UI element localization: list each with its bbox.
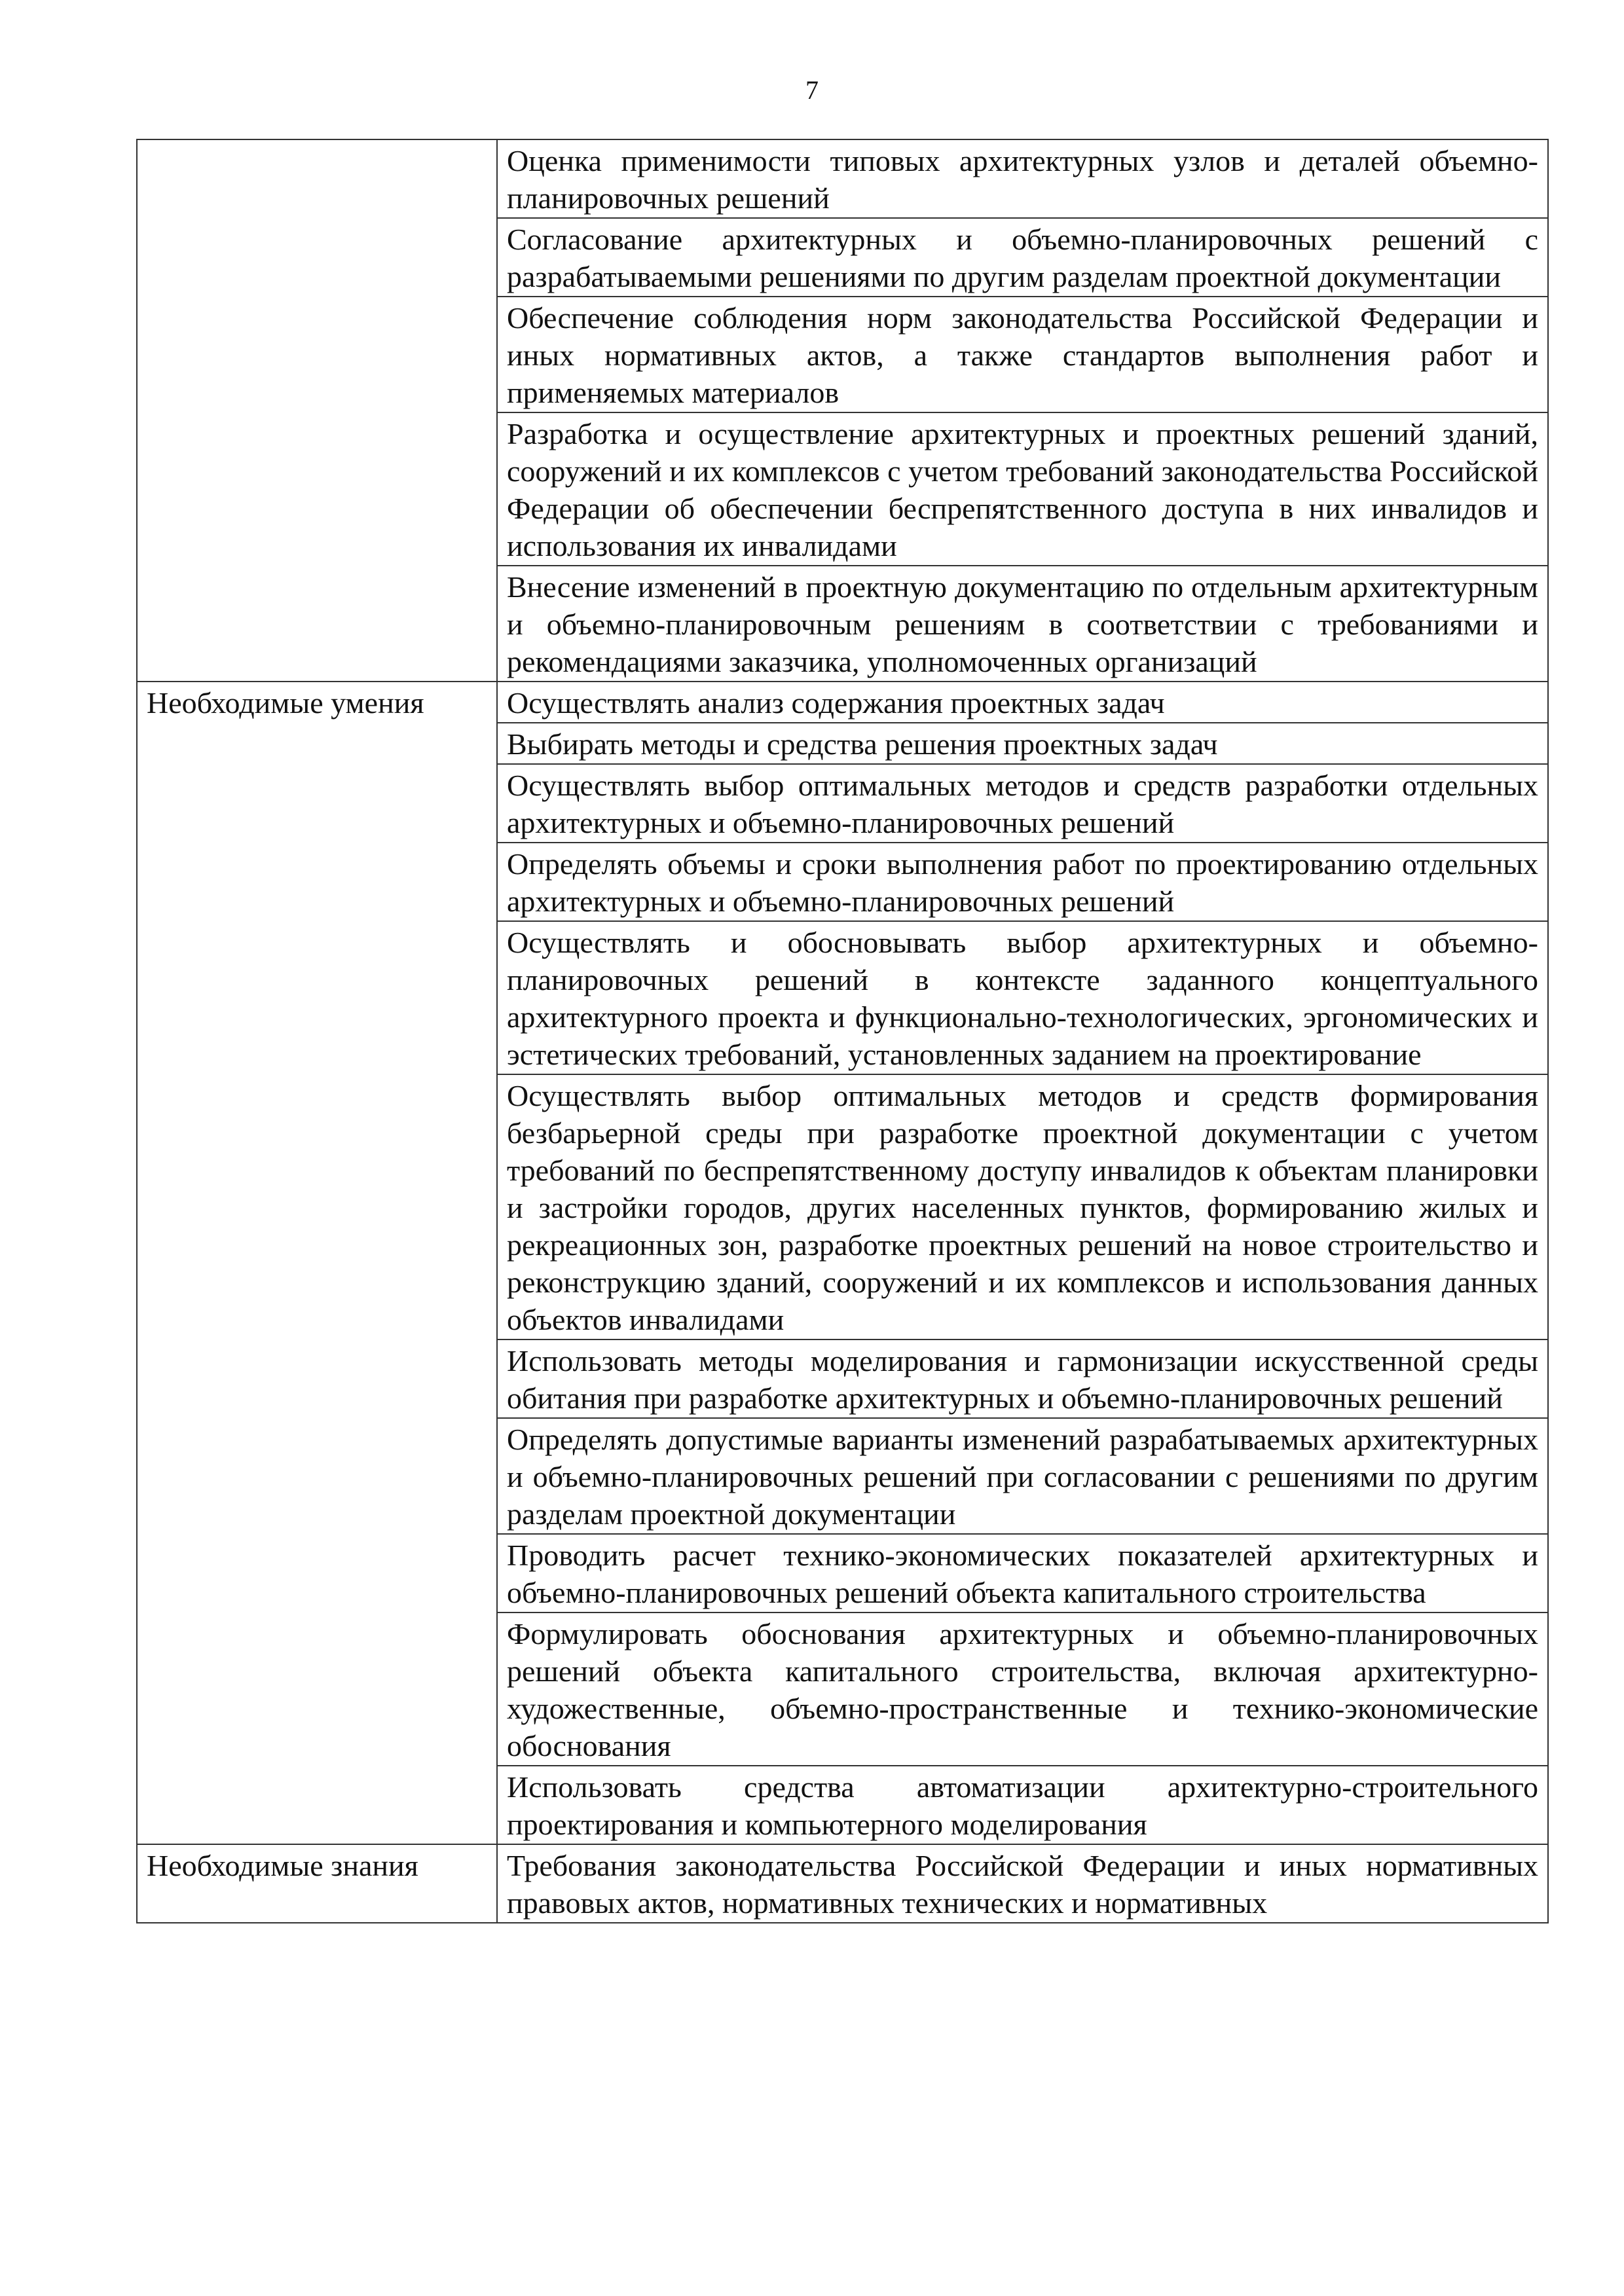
table-row	[137, 682, 1548, 723]
content-cell: Использовать методы моделирования и гармонизации искусственной среды обитания при разработке архитектурных и объемно-планировочных решений	[497, 1339, 1548, 1418]
content-cell: Согласование архитектурных и объемно-планировочных решений с разрабатываемыми решениями по другим разделам проектной документации	[497, 218, 1548, 297]
label-cell-continued	[137, 139, 497, 682]
content-cell: Выбирать методы и средства решения проектных задач	[497, 723, 1548, 764]
content-cell: Обеспечение соблюдения норм законодательства Российской Федерации и иных нормативных актов, а также стандартов выполнения работ и применяемых материалов	[497, 297, 1548, 412]
content-cell: Требования законодательства Российской Федерации и иных нормативных правовых актов, нормативных технических и нормативных	[497, 1844, 1548, 1923]
content-cell: Определять объемы и сроки выполнения работ по проектированию отдельных архитектурных и объемно-планировочных решений	[497, 843, 1548, 921]
qualification-table	[136, 139, 1549, 1923]
content-cell: Использовать средства автоматизации архитектурно-строительного проектирования и компьютерного моделирования	[497, 1766, 1548, 1844]
content-cell: Осуществлять выбор оптимальных методов и средств формирования безбарьерной среды при разработке проектной документации с учетом требований по беспрепятственному доступу инвалидов к объектам планировки и застройки городов, других населенных пунктов, формированию жилых и рекреационных зон, разработке проектных решений на новое строительство и реконструкцию зданий, сооружений и их комплексов и использования данных объектов инвалидами	[497, 1074, 1548, 1339]
content-cell: Внесение изменений в проектную документацию по отдельным архитектурным и объемно-планировочным решениям в соответствии с требованиями и рекомендациями заказчика, уполномоченных организаций	[497, 566, 1548, 682]
content-cell: Разработка и осуществление архитектурных и проектных решений зданий, сооружений и их комплексов с учетом требований законодательства Российской Федерации об обеспечении беспрепятственного доступа в них инвалидов и использования их инвалидами	[497, 412, 1548, 566]
content-cell: Осуществлять и обосновывать выбор архитектурных и объемно-планировочных решений в контексте заданного концептуального архитектурного проекта и функционально-технологических, эргономических и эстетических требований, установленных заданием на проектирование	[497, 921, 1548, 1074]
content-cell: Проводить расчет технико-экономических показателей архитектурных и объемно-планировочных решений объекта капитального строительства	[497, 1534, 1548, 1613]
content-cell: Определять допустимые варианты изменений разрабатываемых архитектурных и объемно-планировочных решений при согласовании с решениями по другим разделам проектной документации	[497, 1418, 1548, 1534]
page-number: 7	[805, 75, 819, 105]
skills-label: Необходимые умения	[137, 682, 497, 1844]
knowledge-label: Необходимые знания	[137, 1844, 497, 1923]
content-cell: Формулировать обоснования архитектурных и объемно-планировочных решений объекта капитального строительства, включая архитектурно-художественные, объемно-пространственные и технико-экономические обоснования	[497, 1613, 1548, 1766]
content-cell: Оценка применимости типовых архитектурных узлов и деталей объемно-планировочных решений	[497, 139, 1548, 218]
table-row	[137, 1844, 1548, 1923]
content-cell: Осуществлять анализ содержания проектных задач	[497, 682, 1548, 723]
content-cell: Осуществлять выбор оптимальных методов и средств разработки отдельных архитектурных и объемно-планировочных решений	[497, 764, 1548, 843]
table-row	[137, 139, 1548, 218]
